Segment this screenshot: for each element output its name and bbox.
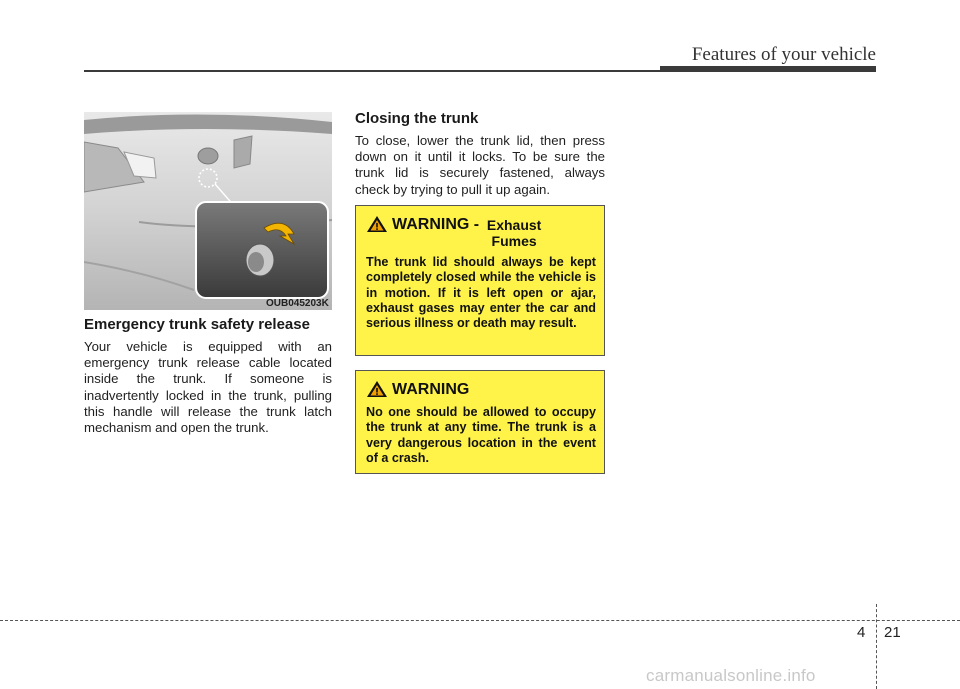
section-body: To close, lower the trunk lid, then press down on it until it locks. To be sure the trunk lid is securely fastened, always check by trying to pull it up again. <box>355 133 605 197</box>
warning-box-trunk-occupancy <box>355 370 605 474</box>
warning-triangle-icon <box>366 380 388 398</box>
watermark: carmanualsonline.info <box>646 666 816 685</box>
warning-text: No one should be allowed to occupy the trunk at any time. The trunk is a very dangerous location in the event of a crash. <box>366 405 596 465</box>
footer-divider <box>876 604 877 689</box>
chapter-number: 4 <box>857 624 866 641</box>
warning-triangle-icon <box>366 215 388 233</box>
page-header-title: Features of your vehicle <box>691 44 876 65</box>
warning-label: WARNING - <box>392 216 480 233</box>
trunk-release-illustration <box>84 112 332 310</box>
header-rule-accent <box>660 66 876 72</box>
figure-code: OUB045203K <box>266 298 329 309</box>
section-heading: Closing the trunk <box>355 110 479 127</box>
section-closing-trunk <box>355 110 605 198</box>
warning-box-exhaust <box>355 205 605 356</box>
page-number: 21 <box>884 624 901 641</box>
section-body: Your vehicle is equipped with an emergency trunk release cable located inside the trunk. If someone is inadvertently locked in the trunk, pulling this handle will release the trunk latch mechanism and open the trunk. <box>84 339 332 436</box>
warning-subtitle: Exhaust Fumes <box>486 217 542 249</box>
footer-rule <box>0 620 960 621</box>
section-emergency-release <box>84 316 332 436</box>
warning-label: WARNING <box>392 381 470 398</box>
warning-text: The trunk lid should always be kept completely closed while the vehicle is in motion. If it is left open or ajar, exhaust gases may enter the car and serious illness or death may result. <box>366 255 596 331</box>
section-heading: Emergency trunk safety release <box>84 316 310 333</box>
